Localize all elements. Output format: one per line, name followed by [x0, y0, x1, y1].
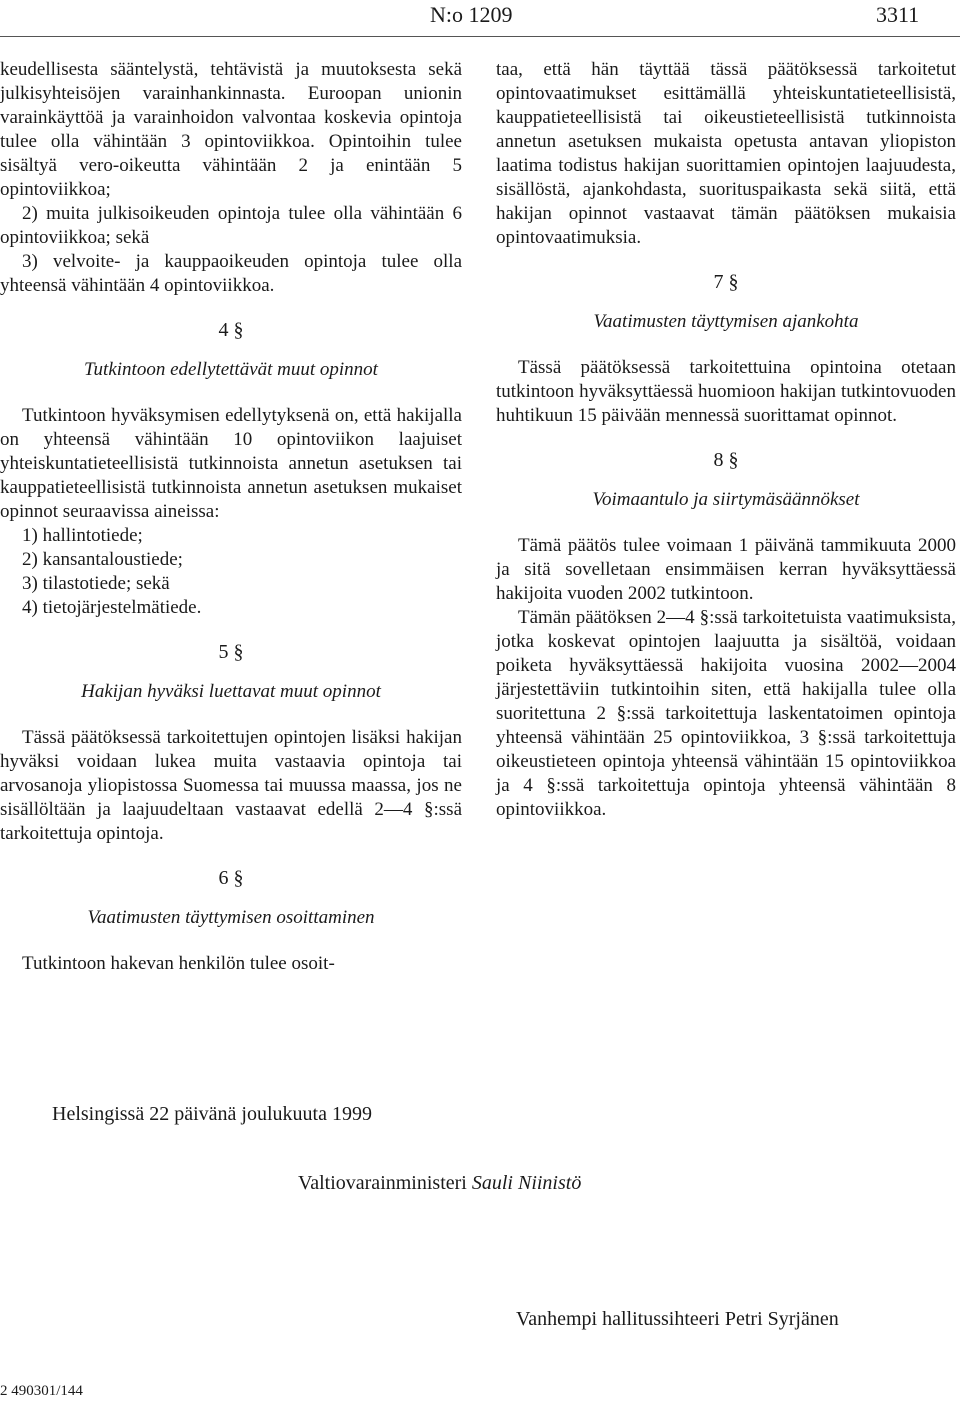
- section-number: 8 §: [713, 449, 739, 471]
- list-item: 2) muita julkisoikeuden opintoja tulee olla vähintään 6 opintoviikkoa; sekä: [0, 203, 462, 248]
- left-intro: keudellisesta sääntelystä, tehtävistä ja muutoksesta sekä julkisyhteisöjen varainhankinnasta. Euroopan unionin varainkäyttöä ja varainhoidon valvontaa koskevia opintoja tulee olla vähintään 3 opintoviikkoa. Opintoihin tulee sisältyä vero-oikeutta vähintään 2 ja enintään 5 opintoviikkoa;: [0, 59, 462, 200]
- section-body: Tämä päätös tulee voimaan 1 päivänä tammikuuta 2000 ja sitä sovelletaan ensimmäisen kerran hyväksyttäessä hakijoita vuoden 2002 tutkintoon.: [496, 535, 956, 604]
- list-item: 2) kansantaloustiede;: [22, 549, 183, 570]
- list-item: 3) velvoite- ja kauppaoikeuden opintoja tulee olla yhteensä vähintään 4 opintoviikkoa.: [0, 251, 462, 296]
- left-column: [0, 58, 462, 976]
- right-column: [496, 58, 956, 822]
- section-number: 7 §: [713, 271, 739, 293]
- list-item: 3) tilastotiede; sekä: [22, 573, 170, 594]
- section-title: Vaatimusten täyttymisen osoittaminen: [87, 907, 375, 928]
- secretary-signature: Vanhempi hallitussihteeri Petri Syrjänen: [516, 1308, 839, 1330]
- section-title: Vaatimusten täyttymisen ajankohta: [593, 311, 859, 332]
- section-title: Tutkintoon edellytettävät muut opinnot: [84, 359, 378, 380]
- section-body: Tutkintoon hyväksymisen edellytyksenä on, että hakijalla on yhteensä vähintään 10 opintoviikon laajuiset yhteiskuntatieteellisistä tutkinnoista annetun asetuksen tai kauppatieteellisistä tutkinnoista annetun asetuksen mukaiset opinnot seuraavissa aineissa:: [0, 405, 462, 522]
- minister-signature: [298, 1172, 581, 1195]
- document-number: N:o 1209: [430, 2, 513, 27]
- list-item: 4) tietojärjestelmätiede.: [22, 597, 202, 618]
- list-item: 1) hallintotiede;: [22, 525, 143, 546]
- section-title: Hakijan hyväksi luettavat muut opinnot: [81, 681, 381, 702]
- header-rule: [0, 36, 960, 37]
- section-title: Voimaantulo ja siirtymäsäännökset: [592, 489, 860, 510]
- section-number: 4 §: [218, 319, 244, 341]
- right-intro: taa, että hän täyttää tässä päätöksessä tarkoitetut opintovaatimukset esittämällä yhteiskuntatieteellisistä, kauppatieteellisistä tai oikeustieteellisistä tutkinnoista annetun asetuksen mukaista opetusta antavan yliopiston laatima todistus hakijan suorittamien opintojen laajuudesta, sisällöstä, ajankohdasta, suorituspaikasta sekä siitä, että hakijan opinnot vastaavat tämän päätöksen mukaisia opintovaatimuksia.: [496, 59, 956, 248]
- minister-title: Valtiovarainministeri: [298, 1172, 467, 1194]
- section-number: 5 §: [218, 641, 244, 663]
- place-date: Helsingissä 22 päivänä joulukuuta 1999: [52, 1103, 372, 1125]
- section-body: Tässä päätöksessä tarkoitettuina opintoina otetaan tutkintoon hyväksyttäessä huomioon hakijan tutkintovuoden huhtikuun 15 päivään mennessä suorittamat opinnot.: [496, 357, 956, 426]
- minister-name: Sauli Niinistö: [471, 1172, 582, 1194]
- section-body: Tässä päätöksessä tarkoitettujen opintojen lisäksi hakijan hyväksi voidaan lukea muita vastaavia opintoja tai arvosanoja yliopistossa Suomessa tai muussa maassa, jos ne sisällöltään ja laajuudeltaan vastaavat edellä 2—4 §:ssä tarkoitettuja opintoja.: [0, 727, 462, 844]
- page-number: 3311: [876, 2, 920, 27]
- section-number: 6 §: [218, 867, 244, 889]
- print-code: 2 490301/144: [0, 1383, 83, 1399]
- section-body: Tämän päätöksen 2—4 §:ssä tarkoitetuista vaatimuksista, jotka koskevat opintojen laajuutta ja sisältöä, voidaan poiketa hyväksyttäessä hakijoita vuosina 2002—2004 järjestettäviin tutkintoihin siten, että hakijalla tulee olla suoritettuna 2 §:ssä tarkoitettuja laskentatoimen opintoja yhteensä vähintään 25 opintoviikkoa, 3 §:ssä tarkoitettuja oikeustieteen opintoja yhteensä vähintään 15 opintoviikkoa ja 4 §:ssä tarkoitettuja opintoja yhteensä vähintään 8 opintoviikkoa.: [496, 607, 956, 820]
- section-body: Tutkintoon hakevan henkilön tulee osoit-: [22, 953, 335, 974]
